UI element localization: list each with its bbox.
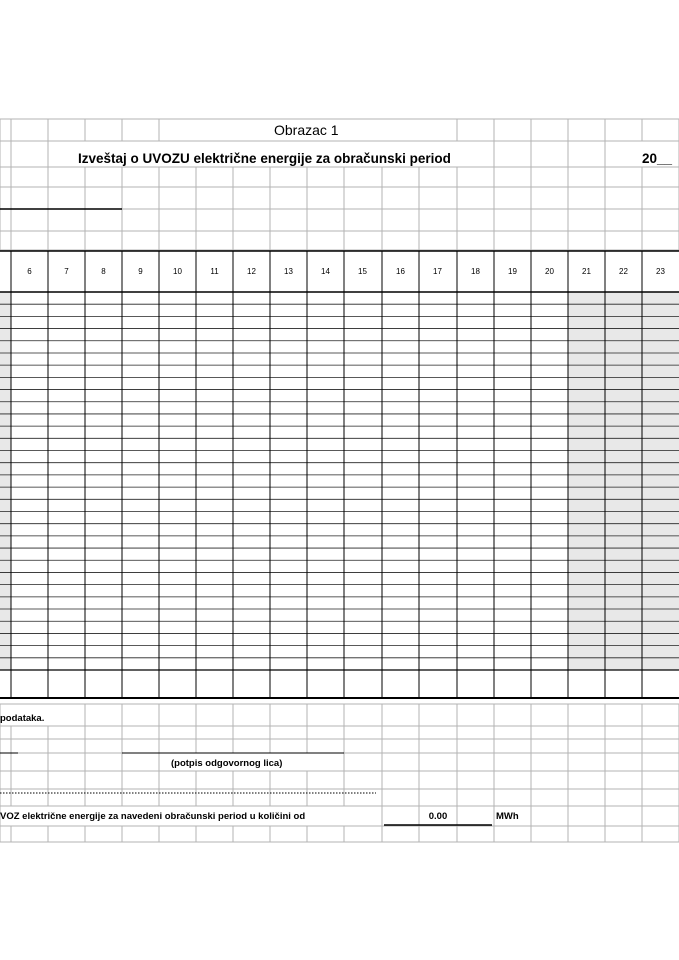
column-header: 18: [471, 267, 480, 276]
column-header: 23: [656, 267, 665, 276]
column-header: 17: [433, 267, 442, 276]
column-header: 6: [27, 267, 32, 276]
import-amount-field[interactable]: 0.00: [428, 811, 448, 822]
column-header: 14: [321, 267, 330, 276]
column-header: 12: [247, 267, 256, 276]
column-header: 21: [582, 267, 591, 276]
unit-label: MWh: [496, 811, 519, 822]
column-header: 22: [619, 267, 628, 276]
signature-caption: (potpis odgovornog lica): [171, 758, 283, 769]
column-header: 8: [101, 267, 106, 276]
column-header: 11: [210, 267, 219, 276]
declaration-text: VOZ električne energije za navedeni obračunski period u količini od: [0, 811, 306, 822]
column-header: 16: [396, 267, 405, 276]
column-header: 10: [173, 267, 182, 276]
shaded-column: [568, 292, 679, 670]
column-header: 7: [64, 267, 69, 276]
column-header: 20: [545, 267, 554, 276]
note-text: podataka.: [0, 713, 45, 724]
form-number-label: Obrazac 1: [274, 122, 339, 138]
report-title: Izveštaj o UVOZU električne energije za obračunski period: [78, 151, 451, 166]
report-year-field[interactable]: 20__: [642, 151, 673, 166]
column-header: 19: [508, 267, 517, 276]
column-header: 15: [358, 267, 367, 276]
column-header: 9: [138, 267, 143, 276]
shaded-column: [0, 292, 11, 670]
column-header: 13: [284, 267, 293, 276]
